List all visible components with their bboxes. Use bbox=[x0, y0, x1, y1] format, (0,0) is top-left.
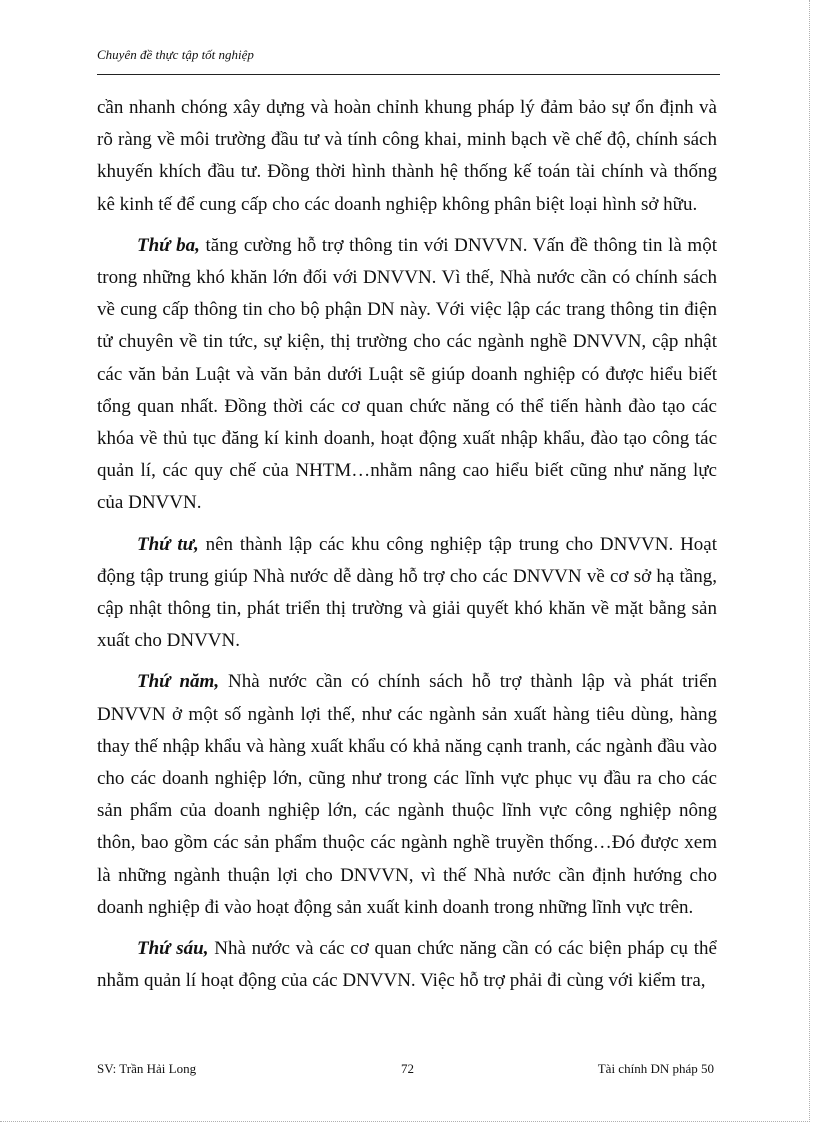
paragraph-text: Nhà nước và các cơ quan chức năng cần có các biện pháp cụ thể nhằm quản lí hoạt động của các DNVVN. Việc hỗ trợ phải đi cùng với kiểm tra, bbox=[97, 938, 717, 992]
header-divider bbox=[97, 74, 720, 75]
paragraph-thu-ba bbox=[97, 230, 717, 520]
paragraph-thu-tu bbox=[97, 529, 717, 658]
document-body bbox=[97, 92, 717, 1006]
paragraph-lead: Thứ năm, bbox=[137, 671, 220, 693]
page-border-right bbox=[809, 0, 810, 1122]
paragraph-lead: Thứ ba, bbox=[137, 234, 200, 256]
page-border-bottom bbox=[0, 1121, 810, 1122]
footer-page-number: 72 bbox=[401, 1061, 414, 1076]
paragraph-lead: Thứ sáu, bbox=[137, 938, 209, 960]
footer-class-name: Tài chính DN pháp 50 bbox=[597, 1061, 714, 1076]
paragraph-text: Nhà nước cần có chính sách hỗ trợ thành lập và phát triển DNVVN ở một số ngành lợi thế, như các ngành sản xuất hàng tiêu dùng, hàng thay thế nhập khẩu và hàng xuất khẩu có khả năng cạnh tranh, các ngành đầu vào cho các doanh nghiệp lớn, cũng như trong các lĩnh vực phục vụ đầu ra cho các sản phẩm của doanh nghiệp lớn, các ngành thuộc lĩnh vực công nghiệp nông thôn, bao gồm các sản phẩm thuộc các ngành nghề truyền thống…Đó được xem là những ngành thuận lợi cho DNVVN, vì thế Nhà nước cần định hướng cho doanh nghiệp đi vào hoạt động sản xuất kinh doanh trong những lĩnh vực trên. bbox=[97, 671, 717, 918]
paragraph-text: tăng cường hỗ trợ thông tin với DNVVN. Vấn đề thông tin là một trong những khó khăn lớn đối với DNVVN. Vì thế, Nhà nước cần có chính sách về cung cấp thông tin cho bộ phận DN này. Với việc lập các trang thông tin điện tử chuyên về tin tức, sự kiện, thị trường cho các ngành nghề DNVVN, cập nhật các văn bản Luật và văn bản dưới Luật sẽ giúp doanh nghiệp có được hiểu biết tổng quan nhất. Đồng thời các cơ quan chức năng có thể tiến hành đào tạo các khóa về thủ tục đăng kí kinh doanh, hoạt động xuất nhập khẩu, đào tạo công tác quản lí, các quy chế của NHTM…nhằm nâng cao hiểu biết cũng như năng lực của DNVVN. bbox=[97, 234, 717, 514]
footer-student-name: SV: Trần Hải Long bbox=[97, 1061, 197, 1076]
paragraph-continuation bbox=[97, 92, 717, 221]
running-header: Chuyên đề thực tập tốt nghiệp bbox=[97, 47, 254, 62]
paragraph-lead: Thứ tư, bbox=[137, 533, 199, 555]
paragraph-text: cần nhanh chóng xây dựng và hoàn chỉnh khung pháp lý đảm bảo sự ổn định và rõ ràng về môi trường đầu tư và tính công khai, minh bạch về chế độ, chính sách khuyến khích đầu tư. Đồng thời hình thành hệ thống kế toán tài chính và thống kê kinh tế để cung cấp cho các doanh nghiệp không phân biệt loại hình sở hữu. bbox=[97, 97, 717, 215]
paragraph-thu-nam bbox=[97, 666, 717, 924]
paragraph-thu-sau bbox=[97, 933, 717, 997]
paragraph-text: nên thành lập các khu công nghiệp tập trung cho DNVVN. Hoạt động tập trung giúp Nhà nước dễ dàng hỗ trợ cho các DNVVN về cơ sở hạ tầng, cập nhật thông tin, phát triển thị trường và giải quyết khó khăn về mặt bằng sản xuất cho DNVVN. bbox=[97, 533, 718, 652]
